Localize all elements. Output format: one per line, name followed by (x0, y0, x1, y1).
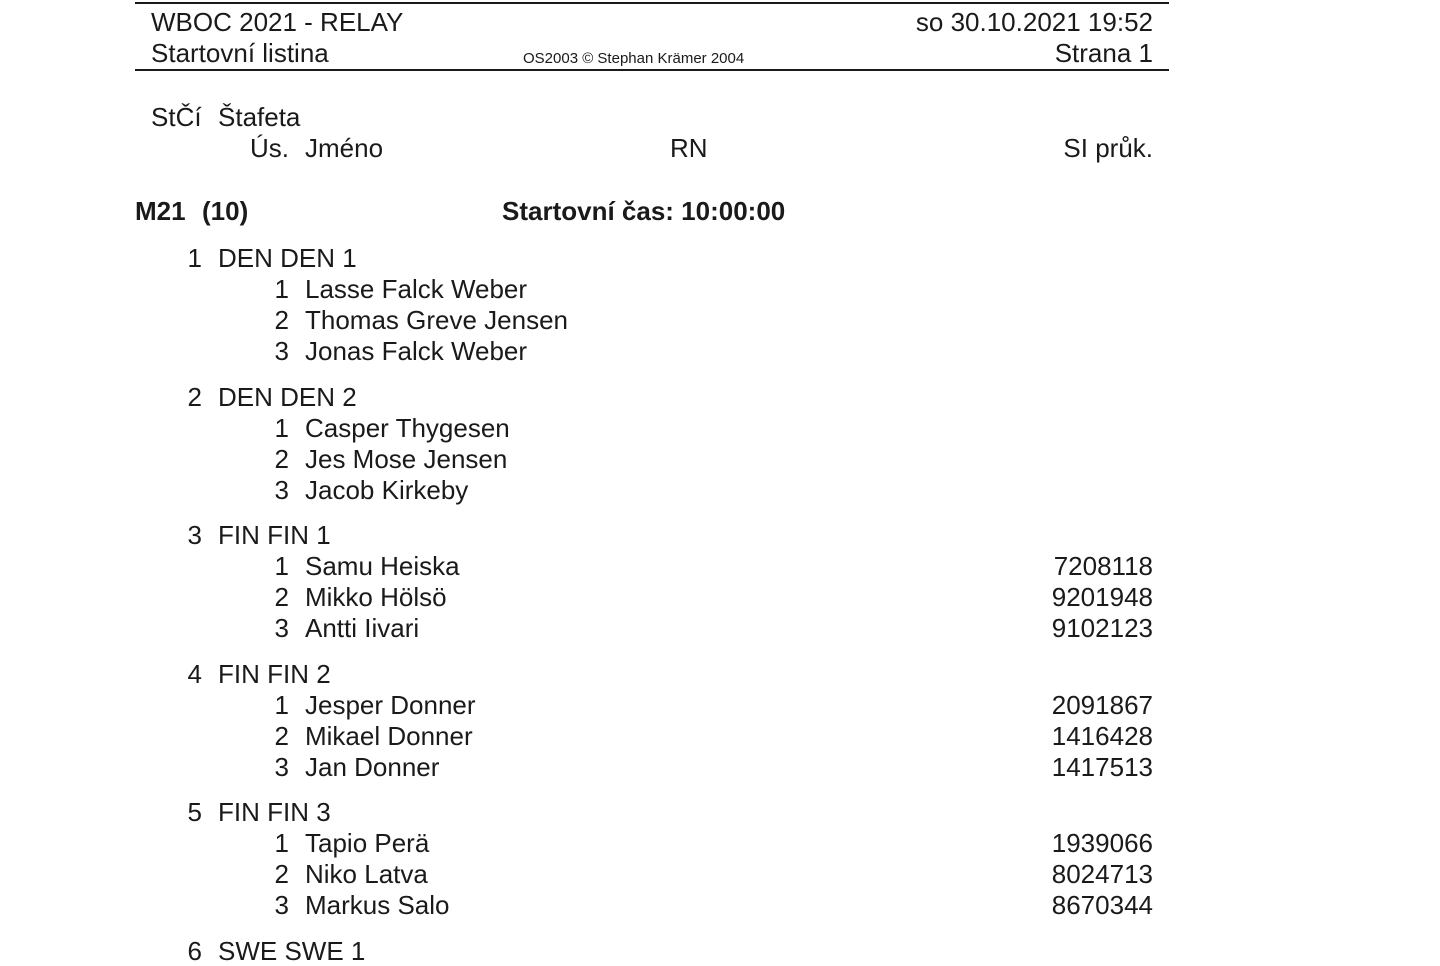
team-name: SWE SWE 1 (218, 936, 366, 966)
runner-name: Jan Donner (305, 751, 440, 782)
team-number: 4 (187, 658, 202, 689)
runner-name: Jonas Falck Weber (305, 336, 528, 366)
team-number: 3 (187, 520, 202, 551)
column-start-number: StČí (151, 102, 202, 132)
software-copyright: OS2003 © Stephan Krämer 2004 (523, 50, 745, 67)
runner-name: Lasse Falck Weber (305, 274, 528, 304)
runner-leg: 1 (274, 551, 289, 582)
runner-name: Jacob Kirkeby (305, 474, 469, 505)
category-start-time: Startovní čas: 10:00:00 (502, 196, 786, 226)
header-top-rule (135, 2, 1169, 4)
runner-si-card: 8670344 (1051, 890, 1153, 921)
runner-si-card: 9201948 (1051, 582, 1153, 613)
column-si-card: SI průk. (1063, 133, 1153, 163)
runner-si-card: 9102123 (1051, 613, 1153, 644)
team-name: FIN FIN 2 (218, 658, 331, 689)
runner-name: Samu Heiska (305, 551, 460, 582)
runner-si-card: 1416428 (1051, 720, 1153, 751)
runner-si-card: 7208118 (1053, 551, 1153, 582)
team-number: 2 (187, 381, 202, 412)
runner-leg: 1 (274, 689, 289, 720)
runner-name: Niko Latva (305, 859, 428, 890)
runner-si-card: 2091867 (1051, 689, 1153, 720)
runner-leg: 3 (274, 890, 289, 921)
runner-name: Jes Mose Jensen (305, 443, 508, 474)
team-number: 6 (187, 936, 202, 966)
runner-leg: 2 (274, 859, 289, 890)
runner-leg: 1 (274, 412, 289, 443)
header-bottom-rule (135, 69, 1169, 71)
runner-leg: 2 (274, 720, 289, 751)
runner-name: Casper Thygesen (305, 412, 510, 443)
runner-si-card: 1417513 (1051, 751, 1153, 782)
column-year-of-birth: RN (670, 133, 708, 163)
print-datetime: so 30.10.2021 19:52 (915, 7, 1153, 37)
runner-leg: 2 (274, 305, 289, 335)
runner-leg: 3 (274, 613, 289, 644)
column-leg: Ús. (250, 133, 289, 163)
team-name: DEN DEN 1 (218, 243, 357, 273)
runner-name: Thomas Greve Jensen (305, 305, 569, 335)
runner-name: Markus Salo (305, 890, 450, 921)
runner-si-card: 1939066 (1051, 828, 1153, 859)
team-number: 5 (187, 797, 202, 828)
team-number: 1 (187, 243, 202, 273)
runner-leg: 1 (274, 828, 289, 859)
category-name: M21 (135, 196, 186, 226)
runner-leg: 3 (274, 336, 289, 366)
runner-leg: 3 (274, 474, 289, 505)
page-number: Strana 1 (1054, 38, 1153, 68)
runner-name: Tapio Perä (305, 828, 430, 859)
runner-name: Mikko Hölsö (305, 582, 447, 613)
event-title: WBOC 2021 - RELAY (151, 7, 404, 37)
runner-name: Mikael Donner (305, 720, 473, 751)
team-name: DEN DEN 2 (218, 381, 357, 412)
runner-name: Jesper Donner (305, 689, 476, 720)
column-relay: Štafeta (218, 102, 301, 132)
document-subtitle: Startovní listina (151, 38, 329, 68)
runner-leg: 1 (274, 274, 289, 304)
team-name: FIN FIN 3 (218, 797, 331, 828)
column-name: Jméno (305, 133, 384, 163)
category-count: (10) (202, 196, 249, 226)
runner-name: Antti Iivari (305, 613, 420, 644)
runner-leg: 3 (274, 751, 289, 782)
team-name: FIN FIN 1 (218, 520, 331, 551)
runner-leg: 2 (274, 443, 289, 474)
runner-leg: 2 (274, 582, 289, 613)
runner-si-card: 8024713 (1051, 859, 1153, 890)
